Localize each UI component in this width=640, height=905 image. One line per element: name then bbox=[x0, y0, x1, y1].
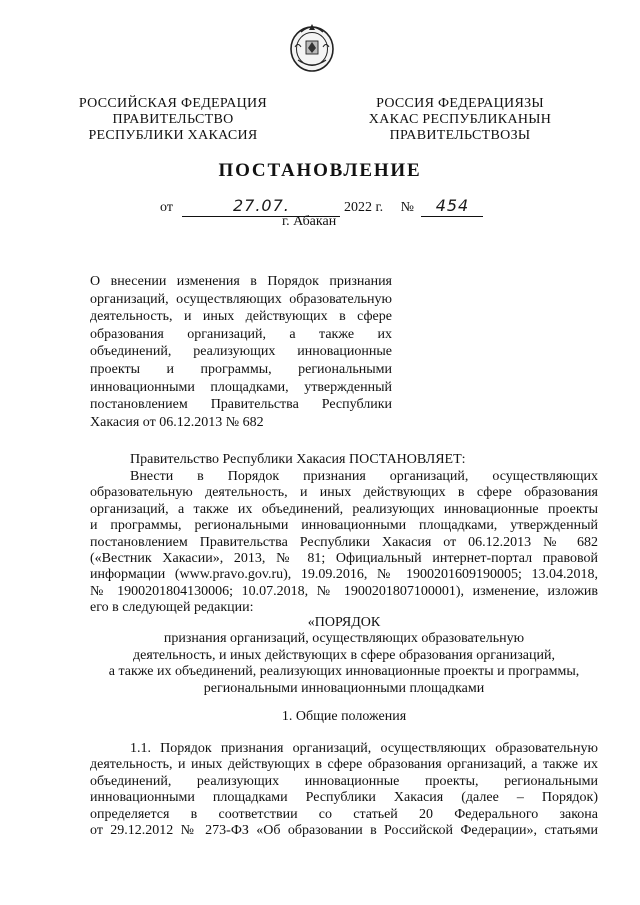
subject-line: Хакасия от 06.12.2013 № 682 bbox=[90, 414, 264, 430]
number-label: № bbox=[400, 200, 414, 215]
header-right-line-1: РОССИЯ ФЕДЕРАЦИЯЗЫ bbox=[376, 96, 544, 111]
city: г. Абакан bbox=[282, 214, 337, 229]
order-subtitle-line: а также их объединений, реализующих инновационные проекты и программы, bbox=[108, 664, 580, 680]
paragraph-line: от 29.12.2012 № 273-ФЗ «Об образовании в Российской Федерации», статьями bbox=[90, 823, 598, 839]
main-paragraph-line: № 1900201804130006; 10.07.2018, № 1900201807100001), изменение, изложив bbox=[90, 583, 598, 599]
subject-line: проекты и программы, региональными bbox=[90, 361, 392, 377]
paragraph-line: определяется в соответствии со статьей 20 Федерального закона bbox=[90, 806, 598, 822]
preamble: Правительство Республики Хакасия ПОСТАНОВЛЯЕТ: bbox=[130, 452, 466, 467]
header-left-line-1: РОССИЙСКАЯ ФЕДЕРАЦИЯ bbox=[78, 96, 268, 111]
paragraph-line: инновационными площадками Республики Хакасия (далее – Порядок) bbox=[90, 790, 598, 806]
paragraph-1-1 bbox=[90, 741, 598, 839]
order-subtitle-line: признания организаций, осуществляющих образовательную bbox=[163, 631, 525, 647]
number-field bbox=[421, 196, 483, 217]
header-right-line-3: ПРАВИТЕЛЬСТВОЗЫ bbox=[389, 128, 531, 143]
header-left-line-2: ПРАВИТЕЛЬСТВО bbox=[112, 112, 234, 127]
order-title: «ПОРЯДОК bbox=[307, 615, 381, 630]
main-paragraph-line: его в следующей редакции: bbox=[90, 600, 254, 616]
header-left-line-3: РЕСПУБЛИКИ ХАКАСИЯ bbox=[88, 128, 258, 143]
subject-line: образования организаций, а также их bbox=[90, 326, 392, 342]
subject-line: постановлением Правительства Республики bbox=[90, 397, 392, 413]
main-paragraph-line: информации (www.pravo.gov.ru), 19.09.2016, № 1900201609190005; 13.04.2018, bbox=[90, 567, 598, 583]
subject-line: О внесении изменения в Порядок признания bbox=[90, 274, 392, 289]
header-right-line-2: ХАКАС РЕСПУБЛИКАНЫН bbox=[368, 112, 552, 127]
coat-of-arms-emblem bbox=[287, 20, 337, 74]
paragraph-line: деятельность, и иных действующих в сфере образования организаций, а также их bbox=[90, 757, 598, 773]
order-subtitle-line: деятельность, и иных действующих в сфере образования организаций, bbox=[133, 647, 555, 663]
subject-line: объединений, реализующих инновационные bbox=[90, 344, 392, 360]
date-prefix: от bbox=[160, 200, 173, 215]
year-text: 2022 г. bbox=[343, 200, 384, 215]
section-title: 1. Общие положения bbox=[281, 709, 407, 724]
section-heading bbox=[90, 709, 598, 725]
main-paragraph-line: постановлением Правительства Республики Хакасия от 06.12.2013 № 682 bbox=[90, 534, 598, 550]
header-khakas bbox=[360, 96, 560, 144]
handwritten-date: 27.07. bbox=[232, 196, 290, 215]
main-paragraph-line: Внести в Порядок признания организаций, осуществляющих bbox=[130, 469, 598, 484]
paragraph-line: объединений, реализующих инновационные проекты, региональными bbox=[90, 773, 598, 789]
header-russian bbox=[78, 96, 268, 144]
paragraph-line: 1.1. Порядок признания организаций, осуществляющих образовательную bbox=[130, 741, 598, 756]
subject-line: деятельность, и иных действующих в сфере bbox=[90, 309, 392, 325]
main-paragraph-line: («Вестник Хакасии», 2013, № 81; Официальный интернет-портал правовой bbox=[90, 551, 598, 567]
handwritten-number: 454 bbox=[435, 196, 470, 215]
order-subtitle-line: региональными инновационными площадками bbox=[203, 680, 485, 696]
main-paragraph bbox=[90, 469, 598, 617]
subject-block bbox=[90, 273, 392, 431]
order-heading bbox=[90, 615, 598, 697]
main-paragraph-line: и программы, региональными инновационными площадками, утвержденный bbox=[90, 518, 598, 534]
subject-line: инновационными площадками, утвержденный bbox=[90, 379, 392, 395]
subject-line: организаций, осуществляющих образовательную bbox=[90, 291, 392, 307]
document-title: ПОСТАНОВЛЕНИЕ bbox=[218, 160, 422, 181]
main-paragraph-line: организаций, а также их объединений, реализующих инновационные проекты bbox=[90, 501, 598, 517]
main-paragraph-line: образовательную деятельность, и иных действующих в сфере образования bbox=[90, 485, 598, 501]
